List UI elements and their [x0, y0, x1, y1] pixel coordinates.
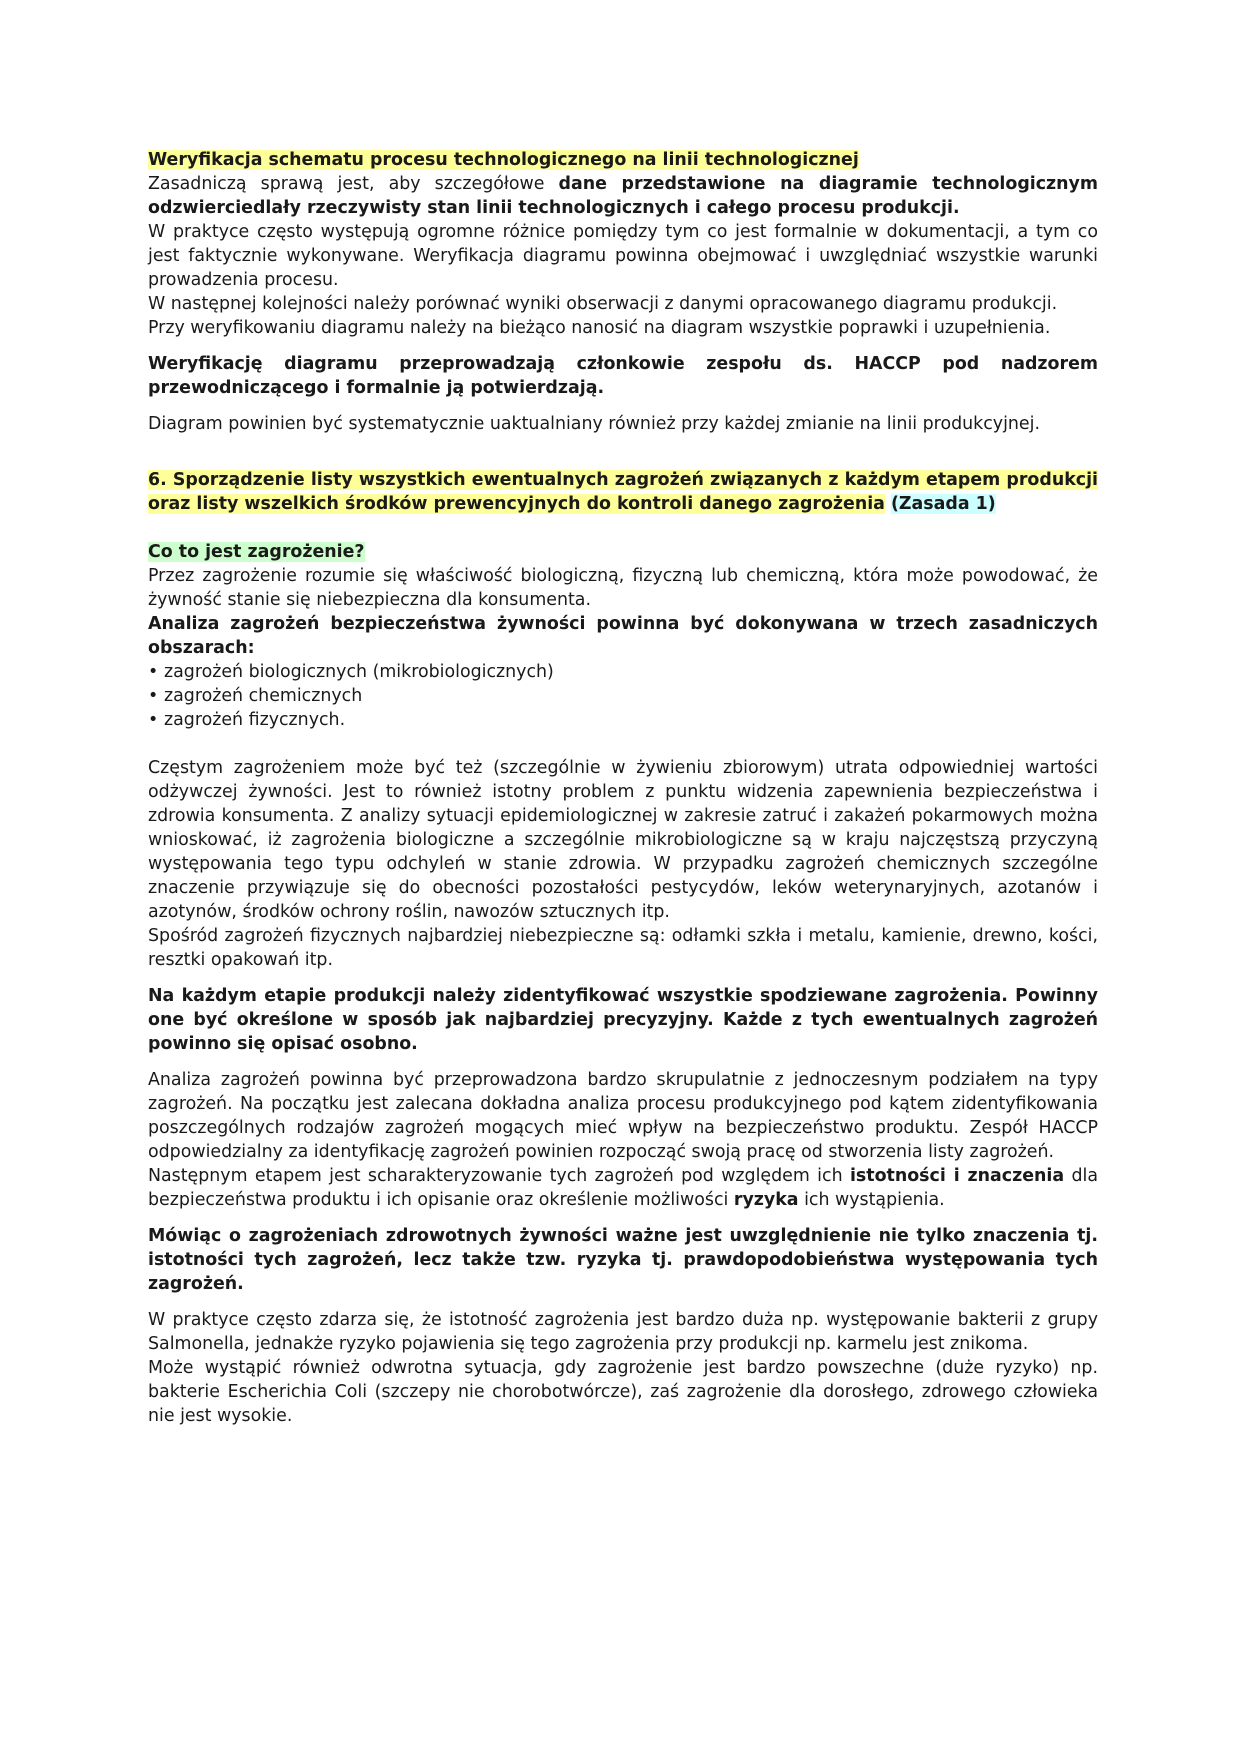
hazard-paragraph-8: Mówiąc o zagrożeniach zdrowotnych żywności ważne jest uwzględnienie nie tylko znaczenia tj. istotności tych zagrożeń, lecz także tzw. ryzyka tj. prawdopodobieństwa występowania tych zagrożeń. — [148, 1226, 1098, 1294]
hazard-p7-text-c: ich wystąpienia. — [798, 1190, 945, 1210]
list-item — [148, 684, 1098, 708]
section-6-heading — [148, 468, 1098, 516]
hazard-p7-text-a: Następnym etapem jest scharakteryzowanie tych zagrożeń pod względem ich — [148, 1166, 850, 1186]
bullet-icon: • — [148, 662, 159, 682]
list-item — [148, 660, 1098, 684]
hazard-p7-text-b: dla bezpieczeństwa produktu i ich opisanie oraz określenie możliwości — [148, 1166, 1098, 1210]
hazard-paragraph-2: Analiza zagrożeń bezpieczeństwa żywności powinna być dokonywana w trzech zasadniczych obszarach: — [148, 614, 1098, 658]
list-item-text: zagrożeń chemicznych — [164, 686, 363, 706]
verification-paragraph-1 — [148, 172, 1098, 220]
hazard-heading-text: Co to jest zagrożenie? — [148, 542, 365, 562]
hazard-p7-bold-b: ryzyka — [733, 1190, 799, 1210]
verification-paragraph-4: Przy weryfikowaniu diagramu należy na bieżąco nanosić na diagram wszystkie poprawki i uzupełnienia. — [148, 318, 1051, 338]
hazard-paragraph-5: Na każdym etapie produkcji należy zidentyfikować wszystkie spodziewane zagrożenia. Powinny one być określone w sposób jak najbardziej precyzyjny. Każde z tych ewentualnych zagrożeń powinno się opisać osobno. — [148, 986, 1098, 1054]
hazard-paragraph-3: Częstym zagrożeniem może być też (szczególnie w żywieniu zbiorowym) utrata odpowiedniej wartości odżywczej żywności. Jest to również istotny problem z punktu widzenia zapewnienia bezpieczeństwa i zdrowia konsumenta. Z analizy sytuacji epidemiologicznej w zakresie zatruć i zakażeń pokarmowych można wnioskować, iż zagrożenia biologiczne a szczególnie mikrobiologiczne są w kraju najczęstszą przyczyną występowania tego typu odchyleń w stanie zdrowia. W przypadku zagrożeń chemicznych szczególne znaczenie przywiązuje się do obecności pozostałości pestycydów, leków weterynaryjnych, azotanów i azotynów, środków ochrony roślin, nawozów sztucznych itp. — [148, 758, 1098, 922]
list-item-text: zagrożeń biologicznych (mikrobiologicznych) — [164, 662, 554, 682]
verification-paragraph-6: Diagram powinien być systematycznie uaktualniany również przy każdej zmianie na linii produkcyjnej. — [148, 414, 1040, 434]
hazard-list — [148, 660, 1098, 732]
verification-paragraph-2: W praktyce często występują ogromne różnice pomiędzy tym co jest formalnie w dokumentacji, a tym co jest faktycznie wykonywane. Weryfikacja diagramu powinna obejmować i uwzględniać wszystkie warunki prowadzenia procesu. — [148, 222, 1098, 290]
hazard-paragraph-4: Spośród zagrożeń fizycznych najbardziej niebezpieczne są: odłamki szkła i metalu, kamienie, drewno, kości, resztki opakowań itp. — [148, 926, 1098, 970]
list-item-text: zagrożeń fizycznych. — [164, 710, 346, 730]
verification-p1-text: Zasadniczą sprawą jest, aby szczegółowe — [148, 174, 559, 194]
hazard-p7-bold-a: istotności i znaczenia — [849, 1166, 1065, 1186]
document-page — [148, 148, 1098, 1428]
hazard-heading — [148, 540, 1098, 564]
hazard-paragraph-7 — [148, 1164, 1098, 1212]
hazard-paragraph-9: W praktyce często zdarza się, że istotność zagrożenia jest bardzo duża np. występowanie bakterii z grupy Salmonella, jednakże ryzyko pojawienia się tego zagrożenia przy produkcji np. karmelu jest znikoma. — [148, 1310, 1098, 1354]
verification-p1-bold: dane przedstawione na diagramie technologicznym odzwierciedlały rzeczywisty stan linii technologicznych i całego procesu produkcji. — [148, 174, 1098, 218]
verification-heading-text: Weryfikacja schematu procesu technologicznego na linii technologicznej — [148, 150, 859, 170]
hazard-paragraph-10: Może wystąpić również odwrotna sytuacja, gdy zagrożenie jest bardzo powszechne (duże ryzyko) np. bakterie Escherichia Coli (szczepy nie chorobotwórcze), zaś zagrożenie dla dorosłego, zdrowego człowieka nie jest wysokie. — [148, 1358, 1098, 1426]
bullet-icon: • — [148, 686, 159, 706]
hazard-paragraph-1: Przez zagrożenie rozumie się właściwość biologiczną, fizyczną lub chemiczną, która może powodować, że żywność stanie się niebezpieczna dla konsumenta. — [148, 566, 1098, 610]
verification-heading — [148, 148, 1098, 172]
verification-paragraph-3: W następnej kolejności należy porównać wyniki obserwacji z danymi opracowanego diagramu produkcji. — [148, 294, 1058, 314]
bullet-icon: • — [148, 710, 159, 730]
list-item — [148, 708, 1098, 732]
verification-paragraph-5: Weryfikację diagramu przeprowadzają członkowie zespołu ds. HACCP pod nadzorem przewodniczącego i formalnie ją potwierdzają. — [148, 354, 1098, 398]
section-6-heading-text: 6. Sporządzenie listy wszystkich ewentualnych zagrożeń związanych z każdym etapem produkcji oraz listy wszelkich środków prewencyjnych do kontroli danego zagrożenia — [148, 470, 1098, 514]
hazard-paragraph-6: Analiza zagrożeń powinna być przeprowadzona bardzo skrupulatnie z jednoczesnym podziałem na typy zagrożeń. Na początku jest zalecana dokładna analiza procesu produkcyjnego pod kątem zidentyfikowania poszczególnych rodzajów zagrożeń mogących mieć wpływ na bezpieczeństwo produktu. Zespół HACCP odpowiedzialny za identyfikację zagrożeń powinien rozpocząć swoją pracę od stworzenia listy zagrożeń. — [148, 1070, 1098, 1162]
section-6-heading-tail: (Zasada 1) — [890, 494, 996, 514]
